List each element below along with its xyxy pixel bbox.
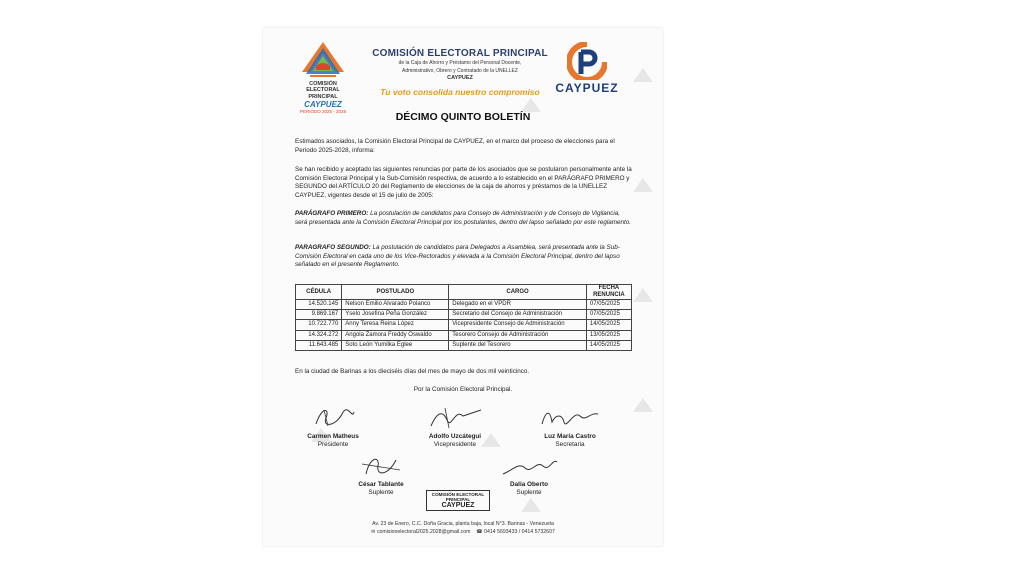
logo-line-1: COMISIÓN ELECTORAL <box>306 81 340 93</box>
cell-cargo: Suplente del Tesorero <box>449 340 587 350</box>
commission-emblem-icon <box>300 40 346 80</box>
handwritten-signature-icon <box>538 404 602 430</box>
letterhead <box>367 48 553 97</box>
signer-name: César Tablante <box>358 481 404 488</box>
logo-line-3: CAYPUEZ <box>304 100 342 109</box>
commission-stamp <box>426 490 490 511</box>
footer-phones: 0414 5693433 / 0414 5732607 <box>484 529 555 535</box>
cell-cedula: 9.869.167 <box>296 310 342 320</box>
cell-cargo: Secretario del Consejo de Administración <box>449 310 587 320</box>
logo-line-2: PRINCIPAL <box>308 94 338 100</box>
column-header-cargo: CARGO <box>449 285 587 300</box>
document-footer <box>263 520 663 536</box>
table-row <box>296 300 632 310</box>
cell-cargo: Vicepresidente Consejo de Administración <box>449 320 587 330</box>
signer-role: Suplente <box>368 489 394 496</box>
signature-block-suplente-2 <box>489 452 569 497</box>
signer-role: Suplente <box>516 489 542 496</box>
cell-cedula: 14.520.145 <box>296 300 342 310</box>
cell-postulado: Anny Teresa Reina López <box>342 320 449 330</box>
signer-role: Vicepresidente <box>433 441 477 448</box>
signer-name: Dalia Oberto <box>510 481 548 488</box>
subtitle-line-1: de la Caja de Ahorro y Préstamo del Personal Docente, <box>398 60 522 66</box>
caypuez-logo <box>547 42 627 95</box>
cell-fecha: 14/05/2025 <box>586 340 631 350</box>
cell-cedula: 14.324.272 <box>296 330 342 340</box>
cell-cargo: Delegado en el VPDR <box>449 300 587 310</box>
commission-logo <box>293 40 353 114</box>
column-header-fecha: FECHA RENUNCIA <box>586 285 631 300</box>
caypuez-wordmark: CAYPUEZ <box>555 81 619 95</box>
stamp-line-1: COMISIÓN ELECTORAL PRINCIPAL <box>431 492 485 502</box>
paragraph-segundo-label: PARAGRAFO SEGUNDO: <box>295 244 371 251</box>
table-header-row <box>296 285 632 300</box>
signer-role: Presidente <box>317 441 349 448</box>
cell-cedula: 10.722.770 <box>296 320 342 330</box>
paragraph-segundo <box>295 244 633 270</box>
table-row <box>296 330 632 340</box>
email-icon: ✉ <box>371 529 376 535</box>
signer-name: Adolfo Uzcátegui <box>428 433 482 440</box>
signature-block-secretary <box>525 404 615 449</box>
paragraph-segundo-text: La postulación de candidatos para Delegados a Asamblea, será presentada ante la Sub-Comisión Electoral en cada uno de los Vice-Rectorados y elevada a la Comisión Electoral Principal, dentro del lapso señalado en el presente Reglamento. <box>295 244 620 269</box>
cell-fecha: 14/05/2025 <box>586 320 631 330</box>
bulletin-title: DÉCIMO QUINTO BOLETÍN <box>395 111 531 123</box>
cell-postulado: Soto León Yumilka Eglee <box>342 340 449 350</box>
handwritten-signature-icon <box>499 452 559 478</box>
cell-postulado: Yselo Josefina Peña González <box>342 310 449 320</box>
footer-email: comisionelectoral2025.2028@gmail.com <box>376 529 471 535</box>
watermark-logo <box>513 498 549 514</box>
paragraph-primero-label: PARÁGRAFO PRIMERO: <box>295 210 369 217</box>
handwritten-signature-icon <box>425 404 485 430</box>
cell-postulado: Nelson Emilio Alvarado Polanco <box>342 300 449 310</box>
cell-fecha: 07/05/2025 <box>586 310 631 320</box>
watermark-logo <box>625 398 661 414</box>
caypuez-emblem-icon <box>567 42 607 80</box>
closing-by: Por la Comisión Electoral Principal. <box>413 386 513 393</box>
body-paragraph: Se han recibido y aceptado las siguientes renuncias por parte de los asociados que se postularon personalmente ante la Comisión Electoral Principal y la Sub-Comisión respectiva, de acuerdo a lo establecido en el PARÁGRAFO PRIMERO y SEGUNDO del ARTÍCULO 20 del Reglamento de elecciones de la caja de ahorros y préstamos de la UNELLEZ CAYPUEZ, vigentes desde el 15 de julio de 2005: <box>295 166 632 199</box>
stamp-line-2: CAYPUEZ <box>441 502 475 509</box>
signer-name: Carmen Matheus <box>307 433 359 440</box>
cell-postulado: Angola Zamora Freddy Oswaldo <box>342 330 449 340</box>
paragraph-primero-text: La postulación de candidatos para Consejo de Administración y de Consejo de Vigilancia, será presentada ante la Comisión Electoral Principal por los postulantes, dentro del lapso señalado por este reglamento. <box>295 210 632 226</box>
slogan: Tu voto consolida nuestro compromiso <box>380 87 540 97</box>
footer-address: Av. 23 de Enero, C.C. Doña Gracia, planta baja, local N°3. Barinas - Venezuela <box>372 521 554 527</box>
cell-fecha: 07/05/2025 <box>586 300 631 310</box>
handwritten-signature-icon <box>356 452 406 478</box>
table-row <box>296 320 632 330</box>
commission-title: COMISIÓN ELECTORAL PRINCIPAL <box>372 48 548 59</box>
intro-paragraph: Estimados asociados, la Comisión Electoral Principal de CAYPUEZ, en el marco del proceso de elecciones para el Periodo 2025-2028, informa: <box>295 138 615 154</box>
handwritten-signature-icon <box>308 404 358 430</box>
cell-fecha: 13/05/2025 <box>586 330 631 340</box>
subtitle-line-2: Administrativo, Obrero y Contratado de la UNELLEZ <box>402 67 518 74</box>
phone-icon: ☎ <box>476 529 483 535</box>
paragraph-primero <box>295 210 633 227</box>
subtitle-line-3: CAYPUEZ <box>447 75 473 81</box>
footer-contacts <box>263 528 663 536</box>
column-header-postulado: POSTULADO <box>342 285 449 300</box>
signature-block-suplente-1 <box>341 452 421 497</box>
signer-name: Luz María Castro <box>544 433 596 440</box>
watermark-logo <box>625 68 661 84</box>
logo-line-4: PERIODO 2025 - 2028 <box>299 109 347 114</box>
signature-block-president <box>293 404 373 449</box>
cell-cargo: Tesorero Consejo de Administración <box>449 330 587 340</box>
cell-cedula: 11.643.485 <box>296 340 342 350</box>
signature-block-vicepresident <box>415 404 495 449</box>
closing-line: En la ciudad de Barinas a los dieciséis días del mes de mayo de dos mil veinticinco. <box>295 368 530 375</box>
table-row <box>296 340 632 350</box>
resignations-table <box>295 284 632 351</box>
table-row <box>296 310 632 320</box>
signer-role: Secretaria <box>555 441 585 448</box>
column-header-cedula: CÉDULA <box>296 285 342 300</box>
document-page <box>263 28 663 546</box>
